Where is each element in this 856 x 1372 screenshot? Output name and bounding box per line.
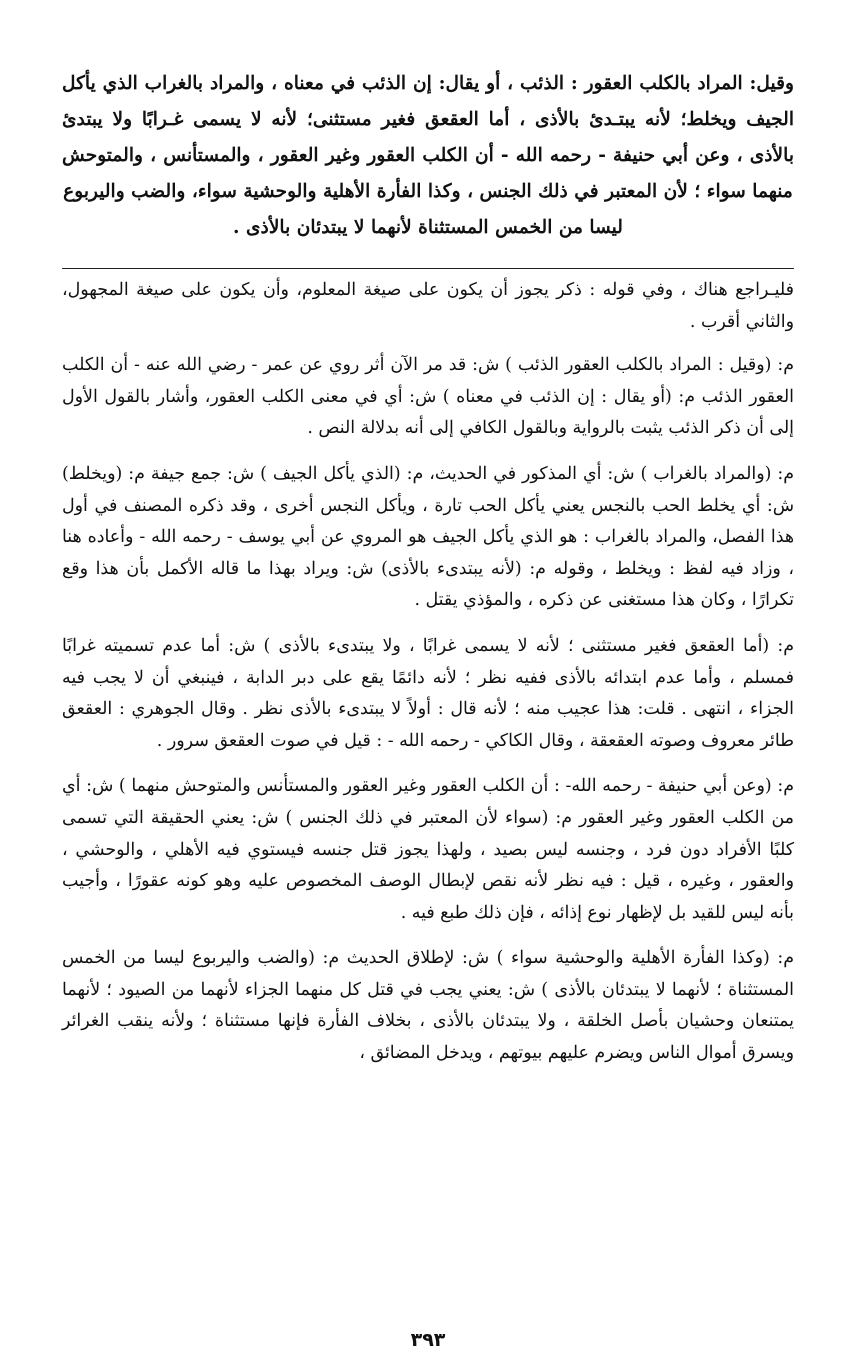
footnote-divider — [62, 268, 794, 269]
main-text-final-line: ليسا من الخمس المستثناة لأنهما لا يبتدئان بالأذى . — [233, 217, 623, 238]
commentary-paragraph: م: (وكذا الفأرة الأهلية والوحشية سواء ) ش: لإطلاق الحديث م: (والضب واليربوع ليسا من الخمس المستثناة ؛ لأنهما لا يبتدئان بالأذى ) ش: يعني يجب في قتل كل منهما الجزاء لأنهما من الصيود ؛ لأنهما يمتنعان وحشيان بأصل الخلقة ، ولا يبتدئان بالأذى ، بخلاف الفأرة فإنها مستثناة ؛ ولأنه ينقب الغرائر ويسرق أموال الناس ويضرم عليهم بيوتهم ، ويدخل المضائق ، — [62, 948, 794, 1064]
commentary-block — [62, 275, 794, 1070]
commentary-paragraph: م: (والمراد بالغراب ) ش: أي المذكور في الحديث، م: (الذي يأكل الجيف ) ش: جمع جيفة م: (ويخلط) ش: أي يخلط الحب بالنجس يعني يأكل الحب تارة ، ويأكل النجس أخرى ، وقد ذكره المصنف في أول هذا الفصل، والمراد بالغراب : هو الذي يأكل الجيف هو المروي عن أبي يوسف - رحمه الله - وأعاده هنا ، وزاد فيه لفظ : ويخلط ، وقوله م: (لأنه يبتدىء بالأذى) ش: ويراد بهذا ما قاله الأكمل بأن هذا وقع تكرارًا ، وكان هذا مستغنى عن ذكره ، والمؤذي يقتل . — [62, 463, 794, 611]
page-number: ٣٩٣ — [410, 1329, 446, 1351]
commentary-paragraph: م: (وعن أبي حنيفة - رحمه الله- : أن الكلب العقور وغير العقور والمستأنس والمتوحش منهما ) ش: أي من الكلب العقور وغير العقور م: (سواء لأن المعتبر في ذلك الجنس ) ش: يعني الحقيقة التي تسمى كلبًا الأفراد دون فرد ، وجنسه ليس بصيد ، ولهذا يجوز قتل جنسه فيستوي فيه الأهلي ، والوحشي ، والعقور ، وغيره ، قيل : فيه نظر لأنه نقص لإبطال الوصف المخصوص عليه وهو كونه عقورًا ، وأجيب بأنه ليس للقيد بل لإظهار نوع إذائه ، فإن ذلك طبع فيه . — [62, 776, 794, 923]
commentary-paragraph: فليـراجع هناك ، وفي قوله : ذكر يجوز أن يكون على صيغة المعلوم، وأن يكون على صيغة المجهول، والثاني أقرب . — [62, 280, 794, 332]
main-text-paragraph: وقيل: المراد بالكلب العقور : الذئب ، أو يقال: إن الذئب في معناه ، والمراد بالغراب الذي يأكل الجيف ويخلط؛ لأنه يبتـدئ بالأذى ، أما العقعق فغير مستثنى؛ لأنه لا يسمى غـرابًا ولا يبتدئ بالأذى ، وعن أبي حنيفة - رحمه الله - أن الكلب العقور وغير العقور ، والمستأنس ، والمتوحش منهما سواء ؛ لأن المعتبر في ذلك الجنس ، وكذا الفأرة الأهلية والوحشية سواء، والضب واليربوع — [62, 73, 794, 202]
main-text-block — [62, 66, 794, 246]
commentary-paragraph: م: (وقيل : المراد بالكلب العقور الذئب ) ش: قد مر الآن أثر روي عن عمر - رضي الله عنه - أن الكلب العقور الذئب م: (أو يقال : إن الذئب في معناه ) ش: أي في معنى الكلب العقور، وأشار بالقول الأول إلى أن ذكر الذئب يثبت بالرواية وبالقول الكافي إلى أنه بدلالة النص . — [62, 355, 794, 439]
commentary-paragraph: م: (أما العقعق فغير مستثنى ؛ لأنه لا يسمى غرابًا ، ولا يبتدىء بالأذى ) ش: أما عدم تسميته غرابًا فمسلم ، وأما عدم ابتدائه بالأذى ففيه نظر ؛ لأنه دائمًا يقع على دبر الدابة ، فينبغي أن لا يجب فيه الجزاء ، انتهى . قلت: هذا عجيب منه ؛ لأنه قال : أولاً لا يبتدىء بالأذى نظر . وقال الجوهري : العقعق طائر معروف وصوته العقعقة ، وقال الكاكي - رحمه الله - : قيل في صوت العقعق سرور . — [62, 635, 794, 751]
